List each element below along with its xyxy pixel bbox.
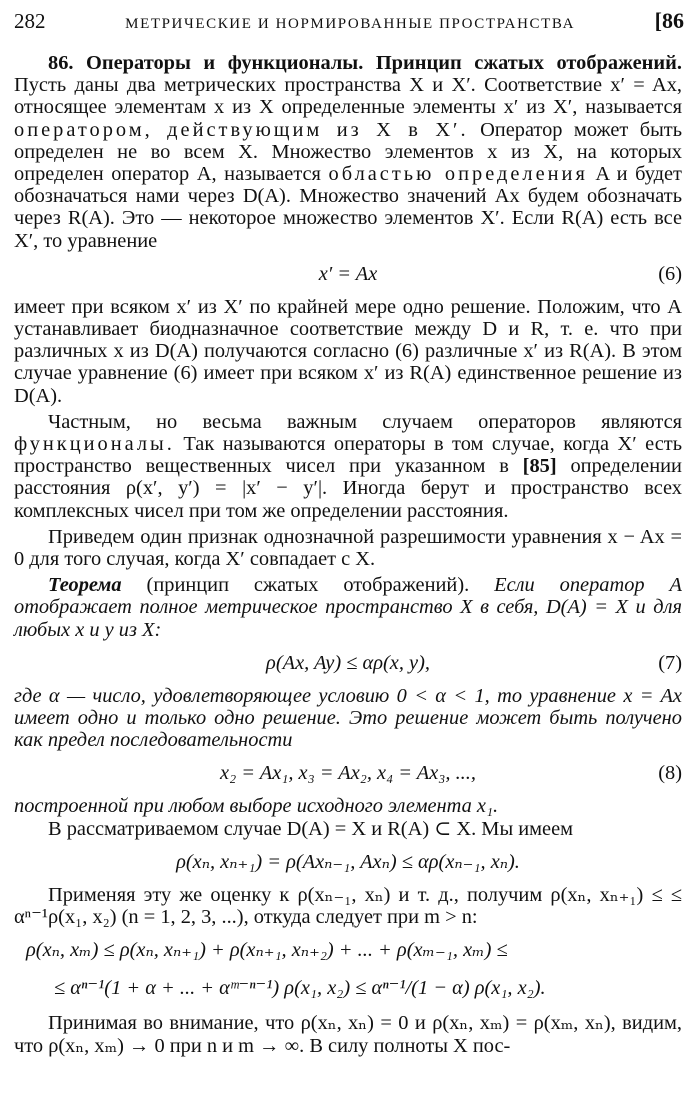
- section-reference: [85]: [522, 455, 557, 478]
- equation-body: x′ = Ax: [318, 262, 378, 285]
- equation-body: ρ(xₙ, xₘ) ≤ ρ(xₙ, xₙ₊₁) + ρ(xₙ₊₁, xₙ₊₂) + ... + ρ(xₘ₋₁, xₘ) ≤: [26, 939, 508, 962]
- paragraph-functionals: [14, 411, 682, 522]
- text-span: определении расстояния ρ(x′, y′) = |x′ − y′|. Иногда берут и пространство всех комплексных чисел при том же определении расстояния.: [14, 455, 682, 522]
- paragraph-proof-start: В рассматриваемом случае D(A) = X и R(A) ⊂ X. Мы имеем: [48, 817, 574, 840]
- paragraph-cauchy: Принимая во внимание, что ρ(xₙ, xₙ) = 0 и ρ(xₙ, xₘ) = ρ(xₘ, xₙ), видим, что ρ(xₙ, xₘ) → 0 при n и m → ∞. В силу полноты X пос-: [14, 1012, 682, 1057]
- theorem-label: Теорема: [48, 574, 122, 597]
- equation-triangle-line1: [14, 936, 682, 964]
- text-span: Частным, но весьма важным случаем операторов являются: [48, 410, 682, 433]
- equation-contraction-step: [14, 848, 682, 876]
- term-operator: оператором, действующим из X в X′.: [14, 118, 469, 141]
- paragraph-definitions: [14, 52, 682, 252]
- paragraph-estimate: Применяя эту же оценку к ρ(xₙ₋₁, xₙ) и т. д., получим ρ(xₙ, xₙ₊₁) ≤ ≤ αⁿ⁻¹ρ(x₁, x₂) (n = 1, 2, 3, ...), откуда следует при m > n:: [14, 883, 682, 929]
- section-number: [86: [654, 8, 684, 33]
- equation-6: [14, 260, 682, 288]
- equation-number: (6): [658, 262, 682, 285]
- theorem-continuation: где α — число, удовлетворяющее условию 0 < α < 1, то уравнение x = Ax имеет одно и только одно решение. Это решение может быть получено как предел последовательности: [14, 684, 682, 752]
- theorem-statement: [14, 574, 682, 641]
- equation-7: [14, 649, 682, 677]
- text-span: Оператор может быть определен не во всем X. Множество элементов x из X, на которых определен оператор A, называется: [14, 118, 683, 186]
- equation-triangle-line2: [14, 972, 682, 1004]
- equation-body: ρ(xₙ, xₙ₊₁) = ρ(Axₙ₋₁, Axₙ) ≤ αρ(xₙ₋₁, xₙ).: [176, 850, 520, 873]
- section-heading: 86. Операторы и функционалы. Принцип сжатых отображений.: [48, 52, 682, 74]
- text-span: Пусть даны два метрических пространства X и X′. Соответствие x′ = Ax, относящее элементам x из X определенные элементы x′ из X′, называется: [14, 74, 682, 119]
- equation-body: ≤ αⁿ⁻¹(1 + α + ... + αᵐ⁻ⁿ⁻¹) ρ(x₁, x₂) ≤ αⁿ⁻¹/(1 − α) ρ(x₁, x₂).: [54, 977, 546, 1000]
- theorem-end: построенной при любом выборе исходного элемента x₁.: [14, 795, 499, 818]
- equation-number: (7): [658, 651, 682, 674]
- term-functionals: функционалы.: [14, 433, 175, 456]
- running-header: [14, 8, 684, 38]
- equation-number: (8): [658, 762, 682, 785]
- paragraph-bijection: имеет при всяком x′ из X′ по крайней мере одно решение. Положим, что A устанавливает биодназначное соответствие между D и R, т. е. что при различных x из D(A) получаются согласно (6) различные x′ из R(A). В этом случае уравнение (6) имеет при всяком x′ из R(A) единственное решение из D(A).: [14, 295, 682, 407]
- term-domain: областью определения: [328, 163, 588, 186]
- equation-8: [14, 759, 682, 787]
- text-span: Так называются операторы в том случае, когда X′ есть пространство вещественных чисел при указанном в: [14, 433, 683, 478]
- theorem-title: (принцип сжатых отображений).: [146, 574, 470, 597]
- equation-body: ρ(Ax, Ay) ≤ αρ(x, y),: [266, 651, 430, 674]
- text-span: A и будет обозначаться нами через D(A). Множество значений Ax будем обозначать через R(A). Это — некоторое множество элементов X′. Если R(A) есть все X′, то уравнение: [14, 163, 682, 252]
- theorem-text: Если оператор A отображает полное метрическое пространство X в себя, D(A) = X и для любых x и y из X:: [14, 574, 682, 641]
- equation-body: x₂ = Ax₁, x₃ = Ax₂, x₄ = Ax₃, ...,: [220, 762, 476, 785]
- running-title: МЕТРИЧЕСКИЕ И НОРМИРОВАННЫЕ ПРОСТРАНСТВА: [125, 16, 576, 32]
- paragraph-criterion: Приведем один признак однозначной разрешимости уравнения x − Ax = 0 для того случая, когда X′ совпадает с X.: [14, 525, 682, 571]
- page-body: [14, 52, 682, 1057]
- page-number: 282: [14, 9, 46, 33]
